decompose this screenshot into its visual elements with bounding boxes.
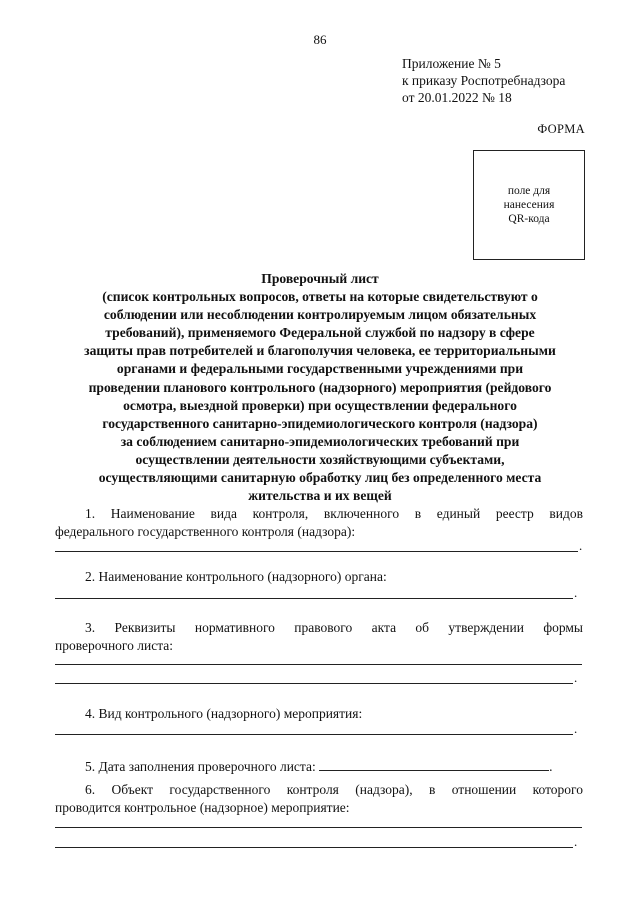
- item1-fill-line[interactable]: [55, 551, 578, 552]
- title-line: (список контрольных вопросов, ответы на которые свидетельствуют о: [102, 289, 538, 305]
- qr-label-line2: нанесения: [503, 199, 555, 211]
- title-line: осуществляющими санитарную обработку лиц без определенного места: [98, 470, 542, 486]
- qr-code-field: [473, 150, 585, 260]
- title-line: проведении планового контрольного (надзорного) мероприятия (рейдового: [88, 379, 552, 395]
- appendix-date: от 20.01.2022 № 18: [402, 90, 512, 105]
- form-label: ФОРМА: [537, 122, 585, 136]
- item2-heading: 2. Наименование контрольного (надзорного) органа:: [85, 569, 387, 584]
- title-line: соблюдении или несоблюдении контролируемым лицом обязательных: [103, 307, 537, 323]
- item4-heading: 4. Вид контрольного (надзорного) мероприятия:: [85, 706, 363, 721]
- title-line: органами и федеральными государственными учреждениями при: [116, 361, 524, 377]
- item3-fill-line-2[interactable]: [55, 683, 573, 684]
- item3-period: .: [574, 670, 578, 685]
- item3-heading-cont: проверочного листа:: [55, 638, 174, 653]
- item4-fill-line[interactable]: [55, 734, 573, 735]
- appendix-header: [402, 55, 565, 106]
- item1-heading-cont: федерального государственного контроля (надзора):: [55, 524, 356, 539]
- item6-fill-line-2[interactable]: [55, 847, 573, 848]
- item1-heading: 1. Наименование вида контроля, включенного в единый реестр видов: [85, 506, 583, 521]
- item5-period: .: [549, 759, 553, 774]
- page-number: 86: [313, 32, 327, 47]
- item2-fill-line[interactable]: [55, 598, 573, 599]
- item2-period: .: [574, 585, 578, 600]
- item3-fill-line-1[interactable]: [55, 664, 582, 665]
- qr-label-line3: QR-кода: [508, 213, 550, 225]
- item1-period: .: [579, 538, 583, 553]
- item3-heading: 3. Реквизиты нормативного правового акта об утверждении формы: [85, 620, 583, 635]
- title-line: осуществлении деятельности хозяйствующими субъектами,: [135, 451, 505, 467]
- item6-fill-line-1[interactable]: [55, 827, 582, 828]
- item5-date-field[interactable]: [319, 758, 549, 771]
- title-line: требований), применяемого Федеральной службой по надзору в сфере: [105, 325, 535, 341]
- appendix-number: Приложение № 5: [402, 56, 501, 71]
- title-line: за соблюдением санитарно-эпидемиологических требований при: [120, 433, 520, 449]
- item6-heading: 6. Объект государственного контроля (надзора), в отношении которого: [85, 782, 583, 797]
- title-line: жительства и их вещей: [248, 488, 392, 504]
- document-title: [40, 270, 600, 505]
- title-line: Проверочный лист: [261, 271, 379, 286]
- title-line: защиты прав потребителей и благополучия человека, ее территориальными: [84, 343, 556, 359]
- item4-period: .: [574, 721, 578, 736]
- item6-heading-cont: проводится контрольное (надзорное) мероприятие:: [55, 800, 350, 815]
- item6-period: .: [574, 834, 578, 849]
- qr-label-line1: поле для: [507, 185, 551, 197]
- title-line: государственного санитарно-эпидемиологического контроля (надзора): [102, 415, 538, 431]
- item5-heading: [85, 758, 552, 775]
- appendix-order: к приказу Роспотребнадзора: [402, 73, 566, 88]
- title-line: осмотра, выездной проверки) при осуществлении федерального: [123, 397, 517, 413]
- item5-label: 5. Дата заполнения проверочного листа:: [85, 759, 316, 774]
